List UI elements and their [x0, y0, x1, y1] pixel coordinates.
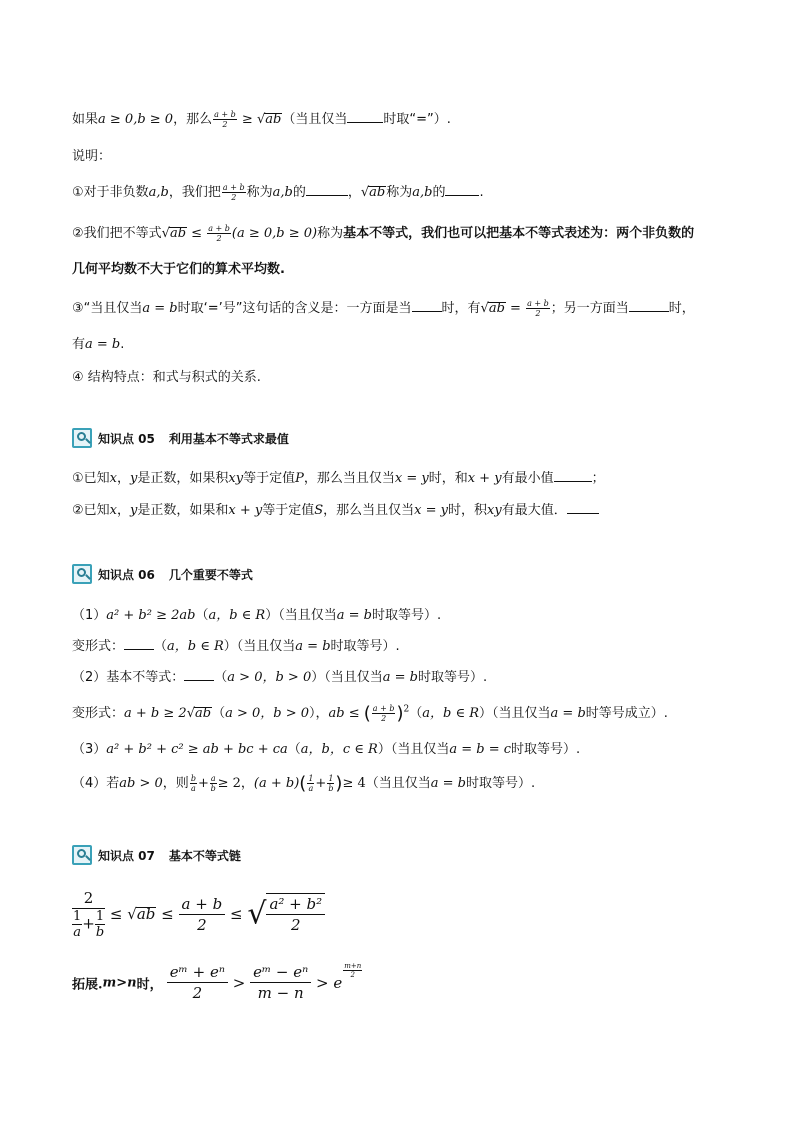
math: a，b，c ∈ R: [300, 742, 378, 757]
intro-line: 如果a ≥ 0,b ≥ 0，那么 $\frac{a + b}{2}$ ≥ √ab（当且仅当 时取“=”）.: [72, 110, 451, 129]
var: S: [314, 503, 324, 518]
le-sign: ≤: [109, 905, 123, 923]
item-4: ④ 结构特点：和式与积式的关系.: [72, 370, 261, 385]
text: （4）若: [72, 776, 120, 791]
frac-denominator: a: [73, 925, 82, 940]
magnifier-book-icon: [72, 564, 92, 584]
var: x: [109, 471, 117, 486]
fill-blank[interactable]: [412, 300, 442, 312]
frac-numerator: 1: [95, 909, 105, 924]
math: a = b: [550, 706, 586, 721]
math: a，b ∈ R: [208, 608, 266, 623]
item2-fraction: [207, 224, 231, 243]
ext-condition: m>n: [102, 975, 137, 991]
text: （: [212, 706, 226, 721]
le-sign: ≤: [229, 905, 243, 923]
kp05-line2: [72, 499, 599, 518]
text: 变形式：: [72, 706, 125, 721]
item1-text: ①对于非负数: [72, 185, 149, 200]
item3-text: 时，有: [441, 301, 481, 316]
text: （: [409, 706, 423, 721]
fill-blank[interactable]: [554, 470, 592, 482]
frac-numerator: eᵐ + eⁿ: [167, 962, 228, 983]
frac-denominator: b: [95, 925, 105, 940]
frac-denominator: 2: [535, 309, 541, 318]
kp06-title: 几个重要不等式: [168, 567, 253, 582]
item2-text: ，我们也可以把基本不等式表述为：两个非负数的: [408, 226, 695, 241]
text: ）（当且仅当: [223, 639, 296, 654]
magnifier-book-icon: [72, 428, 92, 448]
math: x + y: [228, 503, 263, 518]
fill-blank[interactable]: [184, 669, 214, 681]
one-over-a: [307, 774, 314, 793]
text: 有最大值．: [501, 503, 567, 518]
item3-text: .: [120, 337, 125, 352]
kp06-heading: [72, 563, 253, 585]
frac-denominator: 2: [216, 234, 222, 243]
frac-denominator: a: [308, 784, 314, 793]
fill-blank[interactable]: [347, 111, 383, 123]
math: x = y: [414, 503, 449, 518]
text: 等于定值: [243, 471, 296, 486]
item1-text: 的: [292, 185, 306, 200]
intro-prefix: 如果: [72, 112, 99, 127]
kp07-label: 知识点 07: [98, 848, 155, 863]
frac-denominator: 2: [222, 120, 228, 129]
ext-label: 拓展.: [72, 977, 103, 993]
kp05-heading: [72, 427, 289, 449]
frac-denominator: 2: [197, 915, 207, 934]
text: ）（当且仅当: [311, 670, 383, 685]
text: 时，积: [448, 503, 488, 518]
frac-denominator: 2: [381, 714, 387, 723]
item1-var: a,b: [148, 185, 169, 200]
text: （当且仅当: [365, 776, 431, 791]
text: ①已知: [72, 471, 110, 486]
frac-numerator: a + b: [208, 224, 230, 233]
frac-denominator: $\frac{1}{a}$ + $\frac{1}{b}$: [73, 909, 105, 940]
frac-numerator: 2: [72, 888, 105, 909]
fill-blank[interactable]: [445, 184, 479, 196]
math: a = b: [295, 639, 331, 654]
item3-math: a = b: [85, 337, 121, 352]
frac-numerator: 1: [308, 774, 314, 783]
inequality-chain: 2 $\frac{1}{a}$ + $\frac{1}{b}$ ≤ √ab ≤ $\frac{a + b}{2}$ ≤ √ $\frac{\text{a² + b²}}{2}$: [72, 888, 325, 940]
text: （3）: [72, 742, 107, 757]
exp-mean: [167, 962, 228, 1003]
kp05-title: 利用基本不等式求最值: [168, 431, 289, 446]
intro-mid: ，那么: [173, 112, 213, 127]
gt-sign: >: [232, 973, 246, 992]
intro-fraction: [213, 110, 237, 129]
text: ，那么当且仅当: [303, 471, 395, 486]
exp-log-mean: [250, 962, 311, 1003]
text: ）（当且仅当: [265, 608, 337, 623]
fill-blank[interactable]: [306, 184, 348, 196]
item1-var: a,b: [412, 185, 433, 200]
text: ）（当且仅当: [479, 706, 551, 721]
text: 时，和: [428, 471, 468, 486]
math: (a + b): [253, 776, 300, 791]
harmonic-mean: [72, 888, 105, 940]
text: （: [154, 639, 168, 654]
var: x: [109, 503, 117, 518]
math: a = b: [382, 670, 418, 685]
gt-sign: >: [316, 973, 329, 992]
fill-blank[interactable]: [629, 300, 669, 312]
fill-blank[interactable]: [124, 638, 154, 650]
text: 时等号成立）.: [585, 706, 668, 721]
frac-numerator: eᵐ − eⁿ: [250, 962, 311, 983]
item1-text: ，: [347, 185, 361, 200]
sqrt-radicand: ab: [265, 112, 282, 127]
exp-exponent: [343, 962, 362, 979]
item1-text: ，我们把: [168, 185, 221, 200]
math: x = y: [394, 471, 429, 486]
frac-numerator: a + b: [222, 183, 245, 192]
text: ；: [591, 471, 605, 486]
kp06-line2: [72, 635, 400, 654]
text: ）（当且仅当: [377, 742, 450, 757]
extension-line: [72, 962, 363, 1003]
frac-denominator: b: [210, 784, 216, 793]
kp05-line1: [72, 467, 605, 486]
exponent: 2: [403, 704, 410, 715]
var: y: [130, 503, 138, 518]
math: x + y: [467, 471, 502, 486]
item2-text: ②我们把不等式: [72, 226, 162, 241]
text: ，则: [162, 776, 189, 791]
fill-blank[interactable]: [567, 502, 599, 514]
math: a = b: [430, 776, 466, 791]
item2-text: 称为: [317, 226, 344, 241]
text: （1）: [72, 608, 107, 623]
item3-math: a = b: [142, 301, 178, 316]
item3-fraction: [526, 299, 550, 318]
magnifier-book-icon: [72, 845, 92, 865]
item-2: ②我们把不等式√ab ≤ $\frac{a + b}{2}$ (a ≥ 0,b ≥ 0)称为基本不等式，我们也可以把基本不等式表述为：两个非负数的: [72, 224, 695, 243]
ext-text: 时，: [136, 977, 163, 993]
item3-text: 有: [72, 337, 86, 352]
le-sign: ≤: [161, 905, 174, 923]
item1-text: 称为: [246, 185, 273, 200]
explain-label: 说明：: [72, 149, 112, 164]
text: ），: [309, 706, 329, 721]
kp05-label: 知识点 05: [98, 431, 155, 446]
var: P: [295, 471, 304, 486]
item3-text: ；另一方面当: [550, 301, 629, 316]
item1-text: 的: [432, 185, 446, 200]
exp-base: e: [333, 973, 343, 992]
text: 时取等号）.: [466, 776, 536, 791]
kp06-line6: （4）若ab > 0，则 $\frac{b}{a}$ + $\frac{a}{b}$ ≥ 2，(a + b)( $\frac{1}{a}$ + $\frac{1}{b}$ )≥ 4（当且仅当a = b时取等号）.: [72, 773, 536, 794]
frac-numerator: a + b: [527, 299, 549, 308]
math: a = b = c: [449, 742, 511, 757]
kp06-line5: [72, 738, 580, 757]
frac-numerator: a + b: [372, 704, 395, 713]
one-over-b: [327, 774, 334, 793]
sqrt-radicand: ab: [194, 706, 212, 721]
text: （: [214, 670, 228, 685]
text: （: [195, 608, 209, 623]
text: 等于定值: [262, 503, 315, 518]
kp06-line3: [72, 666, 487, 685]
frac-numerator: m+n: [344, 962, 362, 970]
item3-text: ③“当且仅当: [72, 301, 143, 316]
item2-condition: (a ≥ 0,b ≥ 0): [231, 226, 318, 241]
frac-denominator: 2: [350, 971, 355, 979]
intro-condition: a ≥ 0,b ≥ 0: [98, 112, 174, 127]
math: a > 0，b > 0: [227, 670, 312, 685]
paren-fraction: [372, 704, 396, 723]
math: ab ≤: [328, 706, 364, 721]
math: ab > 0: [119, 776, 163, 791]
text: （: [287, 742, 301, 757]
text: 时取等号）.: [330, 639, 400, 654]
text: ，: [117, 471, 131, 486]
frac-denominator: 2: [291, 916, 301, 934]
kp06-line4: 变形式：a + b ≥ 2√ab（a > 0，b > 0），ab ≤ ( $\frac{a + b}{2}$ )$^2$（a，b ∈ R）（当且仅当a = b时等号成立）.: [72, 703, 668, 724]
var: xy: [228, 471, 244, 486]
frac-denominator: m − n: [257, 984, 304, 1002]
text: ，那么当且仅当: [323, 503, 415, 518]
a-over-b: [210, 774, 217, 793]
frac-denominator: 2: [192, 984, 203, 1002]
intro-suffix-end: 时取“=”）.: [383, 112, 451, 127]
sqrt-radicand: ab: [488, 301, 505, 316]
item1-text: .: [479, 185, 484, 200]
sqrt-radicand: ab: [369, 185, 386, 200]
text: 时取等号）.: [371, 608, 442, 623]
text: 是正数，如果积: [137, 471, 229, 486]
var: y: [130, 471, 138, 486]
sqrt-radicand: ab: [136, 905, 156, 923]
intro-suffix: （当且仅当: [282, 112, 348, 127]
item1-text: 称为: [386, 185, 413, 200]
item1-var: a,b: [272, 185, 293, 200]
frac-denominator: b: [328, 784, 334, 793]
item2-term: 基本不等式: [343, 226, 409, 241]
ge-sign: ≥: [237, 112, 257, 127]
kp07-heading: [72, 844, 241, 866]
text: 是正数，如果和: [137, 503, 229, 518]
math: a，b ∈ R: [422, 706, 480, 721]
kp06-line1: [72, 604, 441, 623]
arithmetic-mean: [179, 894, 226, 935]
var: xy: [487, 503, 502, 518]
kp06-label: 知识点 06: [98, 567, 155, 582]
item3-line2: [72, 333, 124, 352]
item1-fraction: [222, 183, 246, 202]
math: ≥ 2，: [217, 776, 254, 791]
text: 有最小值: [501, 471, 554, 486]
math: a + b ≥ 2: [124, 706, 187, 721]
math: a² + b² + c² ≥ ab + bc + ca: [106, 742, 288, 757]
frac-numerator: b: [190, 774, 196, 783]
b-over-a: [190, 774, 197, 793]
kp07-title: 基本不等式链: [168, 848, 241, 863]
item-3: ③“当且仅当a = b时取‘=’号”这句话的含义是：一方面是当 时，有√ab = $\frac{a + b}{2}$ ；另一方面当 时，: [72, 299, 695, 318]
item3-text: 时取‘=’号”这句话的含义是：一方面是当: [177, 301, 412, 316]
text: （2）基本不等式：: [72, 670, 185, 685]
frac-numerator: a + b: [179, 894, 226, 915]
text: 时取等号）.: [511, 742, 581, 757]
sqrt-radicand: ab: [169, 226, 187, 241]
frac-numerator: 1: [328, 774, 334, 783]
math: a = b: [336, 608, 372, 623]
item-1: ①对于非负数a,b，我们把 $\frac{a + b}{2}$ 称为a,b的 ，√ab称为a,b的 .: [72, 183, 484, 202]
frac-denominator: 2: [231, 193, 237, 202]
frac-numerator: a: [210, 774, 216, 783]
frac-numerator: a + b: [214, 110, 236, 119]
item2-line2: 几何平均数不大于它们的算术平均数.: [72, 262, 285, 277]
math: a，b ∈ R: [167, 639, 224, 654]
frac-numerator: 1: [73, 909, 82, 924]
math: a > 0，b > 0: [225, 706, 310, 721]
text: 变形式：: [72, 639, 125, 654]
math: ≥ 4: [342, 776, 366, 791]
text: 时取等号）.: [417, 670, 488, 685]
text: ②已知: [72, 503, 110, 518]
math: a² + b² ≥ 2ab: [106, 608, 196, 623]
text: ，: [117, 503, 131, 518]
frac-numerator: a² + b²: [266, 894, 325, 915]
frac-denominator: a: [190, 784, 196, 793]
item3-text: 时，: [668, 301, 695, 316]
quadratic-mean: [266, 893, 325, 935]
